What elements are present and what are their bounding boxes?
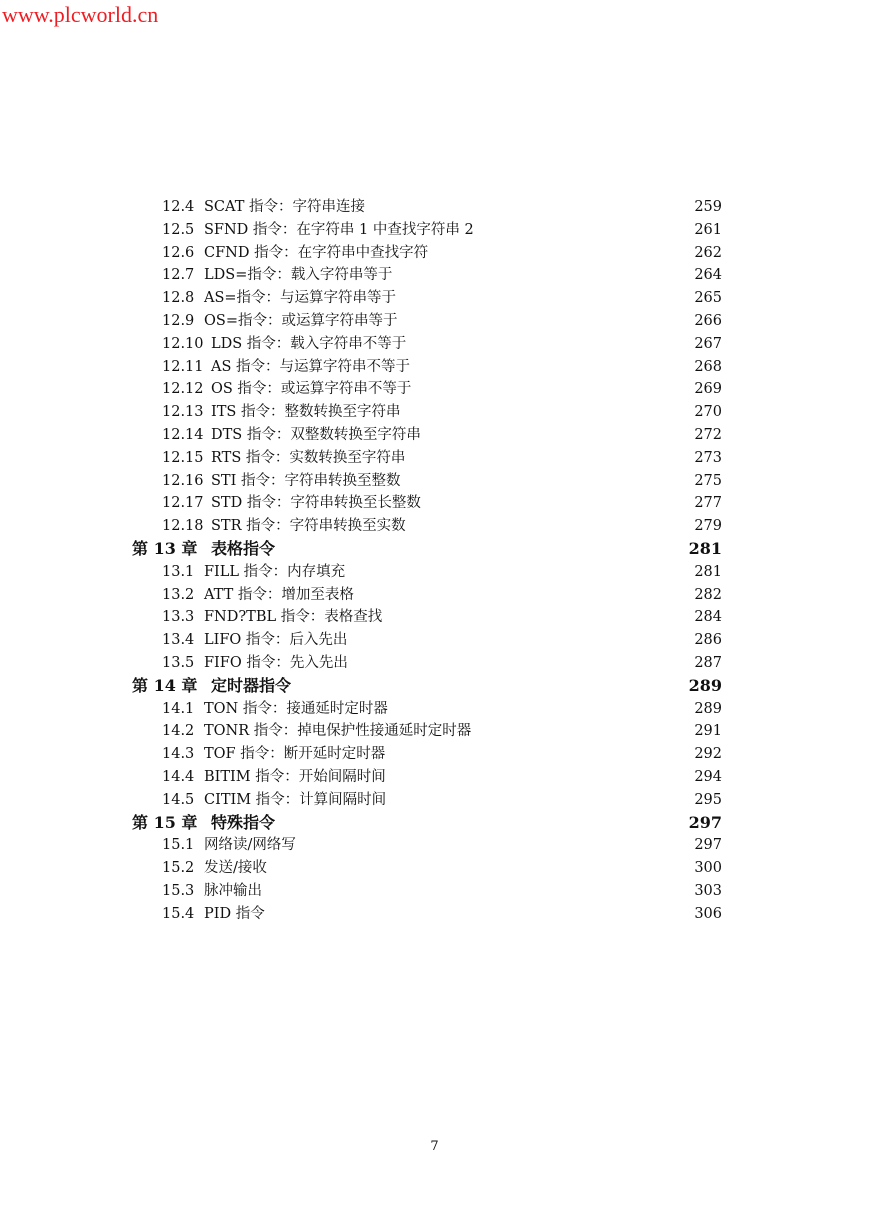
toc-entry-number: 12.4 [162, 199, 195, 215]
toc-entry-title: STI 指令：字符串转换至整数 [211, 472, 401, 489]
toc-section-row [132, 880, 722, 903]
toc-entry-title: FIFO 指令：先入先出 [204, 654, 348, 671]
toc-entry-title: TOF 指令：断开延时定时器 [204, 746, 386, 763]
toc-entry-number: 12.13 [162, 404, 204, 421]
toc-entry-title: SCAT 指令：字符串连接 [204, 199, 365, 215]
toc-chapter-row [132, 675, 722, 698]
toc-section-row [132, 652, 722, 675]
toc-entry-number: 第 15 章 [132, 812, 198, 832]
toc-entry-title: 定时器指令 [211, 675, 292, 695]
toc-section-row [132, 424, 722, 447]
toc-entry-page: 264 [694, 267, 722, 284]
toc-entry-page: 300 [694, 860, 722, 877]
toc-section-row [132, 378, 722, 401]
toc-entry-page: 297 [694, 837, 722, 854]
toc-entry-number: 12.18 [162, 518, 204, 535]
toc-entry-number: 12.17 [162, 495, 204, 512]
toc-entry-page: 289 [688, 675, 722, 695]
toc-section-row [132, 561, 722, 584]
toc-entry-page: 294 [694, 768, 722, 785]
toc-entry-page: 267 [694, 335, 722, 352]
toc-entry-number: 14.5 [162, 791, 195, 808]
toc-entry-number: 13.2 [162, 586, 195, 603]
toc-entry-page: 284 [694, 609, 722, 626]
toc-section-row [132, 720, 722, 743]
toc-entry-title: RTS 指令：实数转换至字符串 [211, 449, 406, 466]
toc-entry-page: 262 [694, 244, 722, 261]
toc-chapter-row [132, 812, 722, 835]
toc-section-row [132, 766, 722, 789]
toc-entry-title: SFND 指令：在字符串 1 中查找字符串 2 [204, 221, 474, 238]
toc-section-row [132, 903, 722, 926]
toc-entry-page: 266 [694, 312, 722, 329]
toc-entry-number: 12.6 [162, 244, 195, 261]
toc-entry-title: OS=指令：或运算字符串等于 [204, 312, 398, 329]
toc-entry-title: 表格指令 [211, 538, 276, 558]
toc-entry-page: 277 [694, 495, 722, 512]
toc-section-row [132, 789, 722, 812]
toc-entry-number: 14.4 [162, 768, 195, 785]
toc-entry-title: 脉冲输出 [204, 882, 262, 899]
toc-entry-number: 15.4 [162, 905, 195, 922]
toc-entry-page: 270 [694, 404, 722, 421]
toc-entry-title: ITS 指令：整数转换至字符串 [211, 404, 401, 421]
toc-entry-title: LDS=指令：载入字符串等于 [204, 267, 393, 284]
toc-section-row [132, 629, 722, 652]
toc-section-row [132, 698, 722, 721]
toc-section-row [132, 515, 722, 538]
toc-entry-page: 281 [688, 538, 722, 558]
toc-section-row [132, 219, 722, 242]
toc-entry-page: 303 [694, 882, 722, 899]
toc-entry-page: 272 [694, 426, 722, 443]
page-number: 7 [430, 1139, 439, 1154]
table-of-contents [132, 196, 722, 926]
toc-entry-page: 289 [694, 700, 722, 717]
toc-entry-title: LIFO 指令：后入先出 [204, 632, 348, 649]
watermark-url: www.plcworld.cn [2, 2, 159, 27]
toc-entry-page: 291 [694, 723, 722, 740]
toc-entry-number: 12.12 [162, 381, 204, 398]
toc-entry-page: 279 [694, 518, 722, 535]
toc-entry-title: OS 指令：或运算字符串不等于 [211, 381, 412, 398]
toc-entry-number: 14.2 [162, 723, 195, 740]
toc-entry-page: 286 [694, 632, 722, 649]
toc-entry-title: LDS 指令：载入字符串不等于 [211, 335, 407, 352]
toc-entry-title: BITIM 指令：开始间隔时间 [204, 768, 386, 785]
toc-entry-title: TONR 指令：掉电保护性接通延时定时器 [204, 723, 472, 740]
toc-entry-page: 275 [694, 472, 722, 489]
toc-entry-number: 13.4 [162, 632, 195, 649]
toc-entry-number: 12.7 [162, 267, 195, 284]
toc-section-row [132, 242, 722, 265]
toc-entry-title: FILL 指令：内存填充 [204, 563, 346, 580]
toc-entry-number: 12.9 [162, 312, 195, 329]
toc-entry-number: 第 13 章 [132, 538, 198, 558]
toc-section-row [132, 264, 722, 287]
toc-section-row [132, 857, 722, 880]
toc-entry-title: CITIM 指令：计算间隔时间 [204, 791, 387, 808]
toc-entry-page: 281 [694, 563, 722, 580]
toc-entry-number: 15.1 [162, 837, 195, 854]
toc-entry-title: AS 指令：与运算字符串不等于 [211, 358, 411, 375]
toc-entry-number: 15.2 [162, 860, 195, 877]
toc-entry-title: TON 指令：接通延时定时器 [204, 700, 388, 717]
toc-chapter-row [132, 538, 722, 561]
toc-entry-number: 12.8 [162, 290, 195, 307]
toc-section-row [132, 333, 722, 356]
toc-entry-title: PID 指令 [204, 905, 265, 922]
toc-entry-number: 13.1 [162, 563, 195, 580]
toc-section-row [132, 287, 722, 310]
toc-section-row [132, 470, 722, 493]
toc-entry-number: 15.3 [162, 882, 195, 899]
toc-entry-number: 13.5 [162, 654, 195, 671]
toc-entry-number: 14.3 [162, 746, 195, 763]
toc-entry-number: 12.14 [162, 426, 204, 443]
toc-entry-number: 14.1 [162, 700, 195, 717]
toc-section-row [132, 834, 722, 857]
toc-entry-page: 295 [694, 791, 722, 808]
toc-entry-title: ATT 指令：增加至表格 [204, 586, 354, 603]
toc-section-row [132, 447, 722, 470]
toc-section-row [132, 310, 722, 333]
toc-section-row [132, 584, 722, 607]
toc-entry-page: 269 [694, 381, 722, 398]
toc-entry-title: DTS 指令：双整数转换至字符串 [211, 426, 421, 443]
toc-entry-page: 259 [694, 199, 722, 215]
toc-entry-title: 特殊指令 [211, 812, 276, 832]
toc-section-row [132, 356, 722, 379]
toc-entry-title: STR 指令：字符串转换至实数 [211, 518, 406, 535]
toc-section-row [132, 196, 722, 219]
toc-entry-number: 第 14 章 [132, 675, 198, 695]
toc-entry-title: STD 指令：字符串转换至长整数 [211, 495, 421, 512]
toc-entry-page: 282 [694, 586, 722, 603]
toc-entry-page: 268 [694, 358, 722, 375]
toc-entry-title: FND?TBL 指令：表格查找 [204, 609, 383, 626]
toc-entry-page: 306 [694, 905, 722, 922]
toc-entry-page: 273 [694, 449, 722, 466]
toc-entry-number: 12.15 [162, 449, 204, 466]
toc-entry-page: 287 [694, 654, 722, 671]
toc-entry-number: 12.10 [162, 335, 204, 352]
toc-entry-page: 261 [694, 221, 722, 238]
toc-entry-title: CFND 指令：在字符串中查找字符 [204, 244, 429, 261]
toc-entry-page: 292 [694, 746, 722, 763]
toc-section-row [132, 401, 722, 424]
toc-section-row [132, 492, 722, 515]
toc-entry-number: 12.5 [162, 221, 195, 238]
toc-entry-page: 265 [694, 290, 722, 307]
toc-entry-page: 297 [688, 812, 722, 832]
toc-entry-number: 12.16 [162, 472, 204, 489]
toc-section-row [132, 743, 722, 766]
toc-entry-title: 网络读/网络写 [204, 837, 296, 854]
toc-section-row [132, 606, 722, 629]
toc-entry-number: 13.3 [162, 609, 195, 626]
toc-entry-title: 发送/接收 [204, 860, 267, 877]
toc-entry-title: AS=指令：与运算字符串等于 [204, 290, 397, 307]
toc-entry-number: 12.11 [162, 358, 204, 375]
